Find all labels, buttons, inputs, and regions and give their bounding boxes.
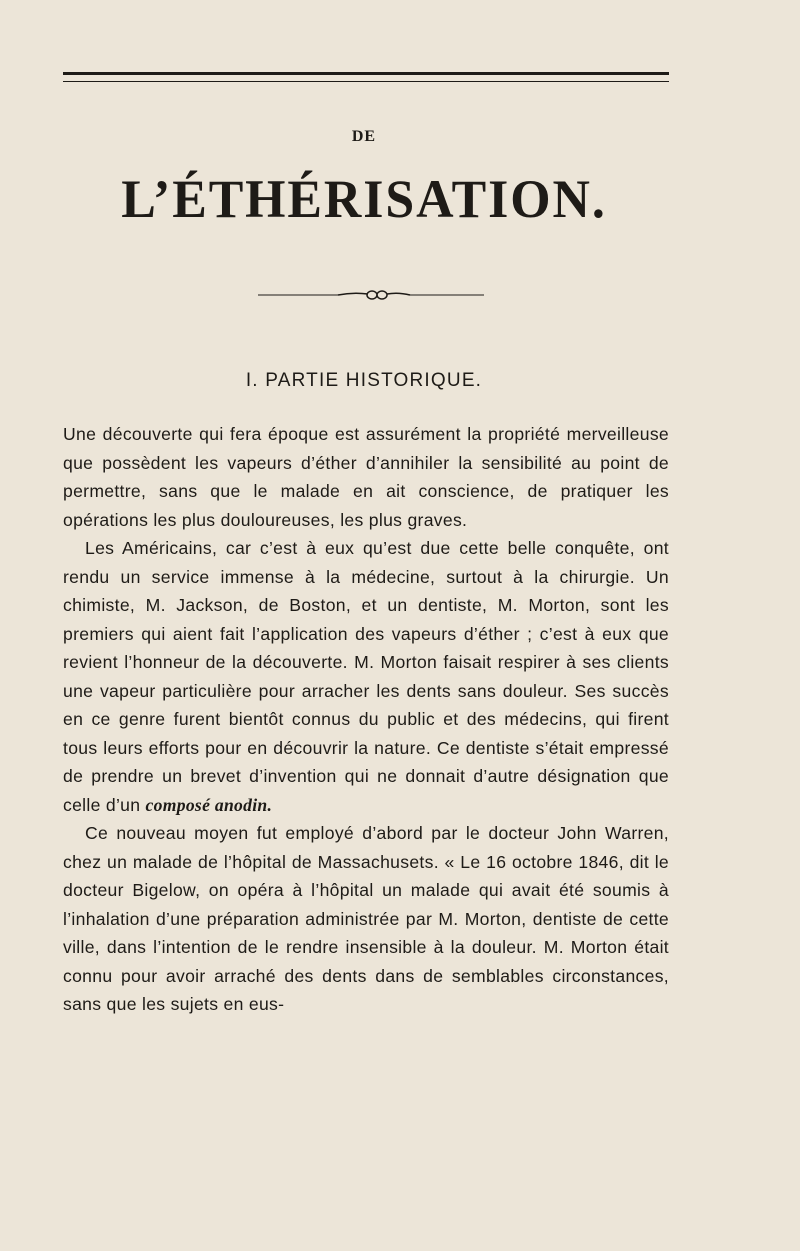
paragraph-2-text: Les Américains, car c’est à eux qu’est due cette belle conquête, ont rendu un service immense à la médecine, surtout à la chirurgie. Un chimiste, M. Jackson, de Boston, et un dentiste, M. Morton, sont les premiers qui aient fait l’application des vapeurs d’éther ; c’est à eux que revient l’honneur de la découverte. M. Morton faisait respirer à ses clients une vapeur particulière pour arracher les dents sans douleur. Ses succès en ce genre furent bientôt connus du public et des médecins, qui firent tous leurs efforts pour en découvrir la nature. Ce dentiste s’était empressé de prendre un brevet d’invention qui ne donnait d’autre désignation que celle d’un (63, 538, 669, 815)
title-prefix: DE (351, 128, 377, 145)
header-rule-thick (63, 72, 669, 75)
paragraph-2 (63, 534, 669, 819)
ornament-divider (258, 289, 484, 301)
paragraph-2-italic: composé anodin. (145, 794, 273, 815)
paragraph-1: Une découverte qui fera époque est assurément la propriété merveilleuse que possèdent les vapeurs d’éther d’annihiler la sensibilité au point de permettre, sans que le malade en ait conscience, de pratiquer les opérations les plus douloureuses, les plus graves. (63, 424, 669, 530)
paragraph-3: Ce nouveau moyen fut employé d’abord par le docteur John Warren, chez un malade de l’hôpital de Massachusets. « Le 16 octobre 1846, dit le docteur Bigelow, on opéra à l’hôpital un malade qui avait été soumis à l’inhalation d’une préparation administrée par M. Morton, dentiste de cette ville, dans l’intention de le rendre insensible à la douleur. M. Morton était connu pour avoir arraché des dents dans de semblables circonstances, sans que les sujets en eus- (63, 823, 669, 1014)
body-text (63, 420, 669, 1019)
page-title: L’ÉTHÉRISATION. (121, 169, 607, 229)
section-heading: I. PARTIE HISTORIQUE. (245, 370, 483, 391)
header-rule-thin (63, 81, 669, 82)
